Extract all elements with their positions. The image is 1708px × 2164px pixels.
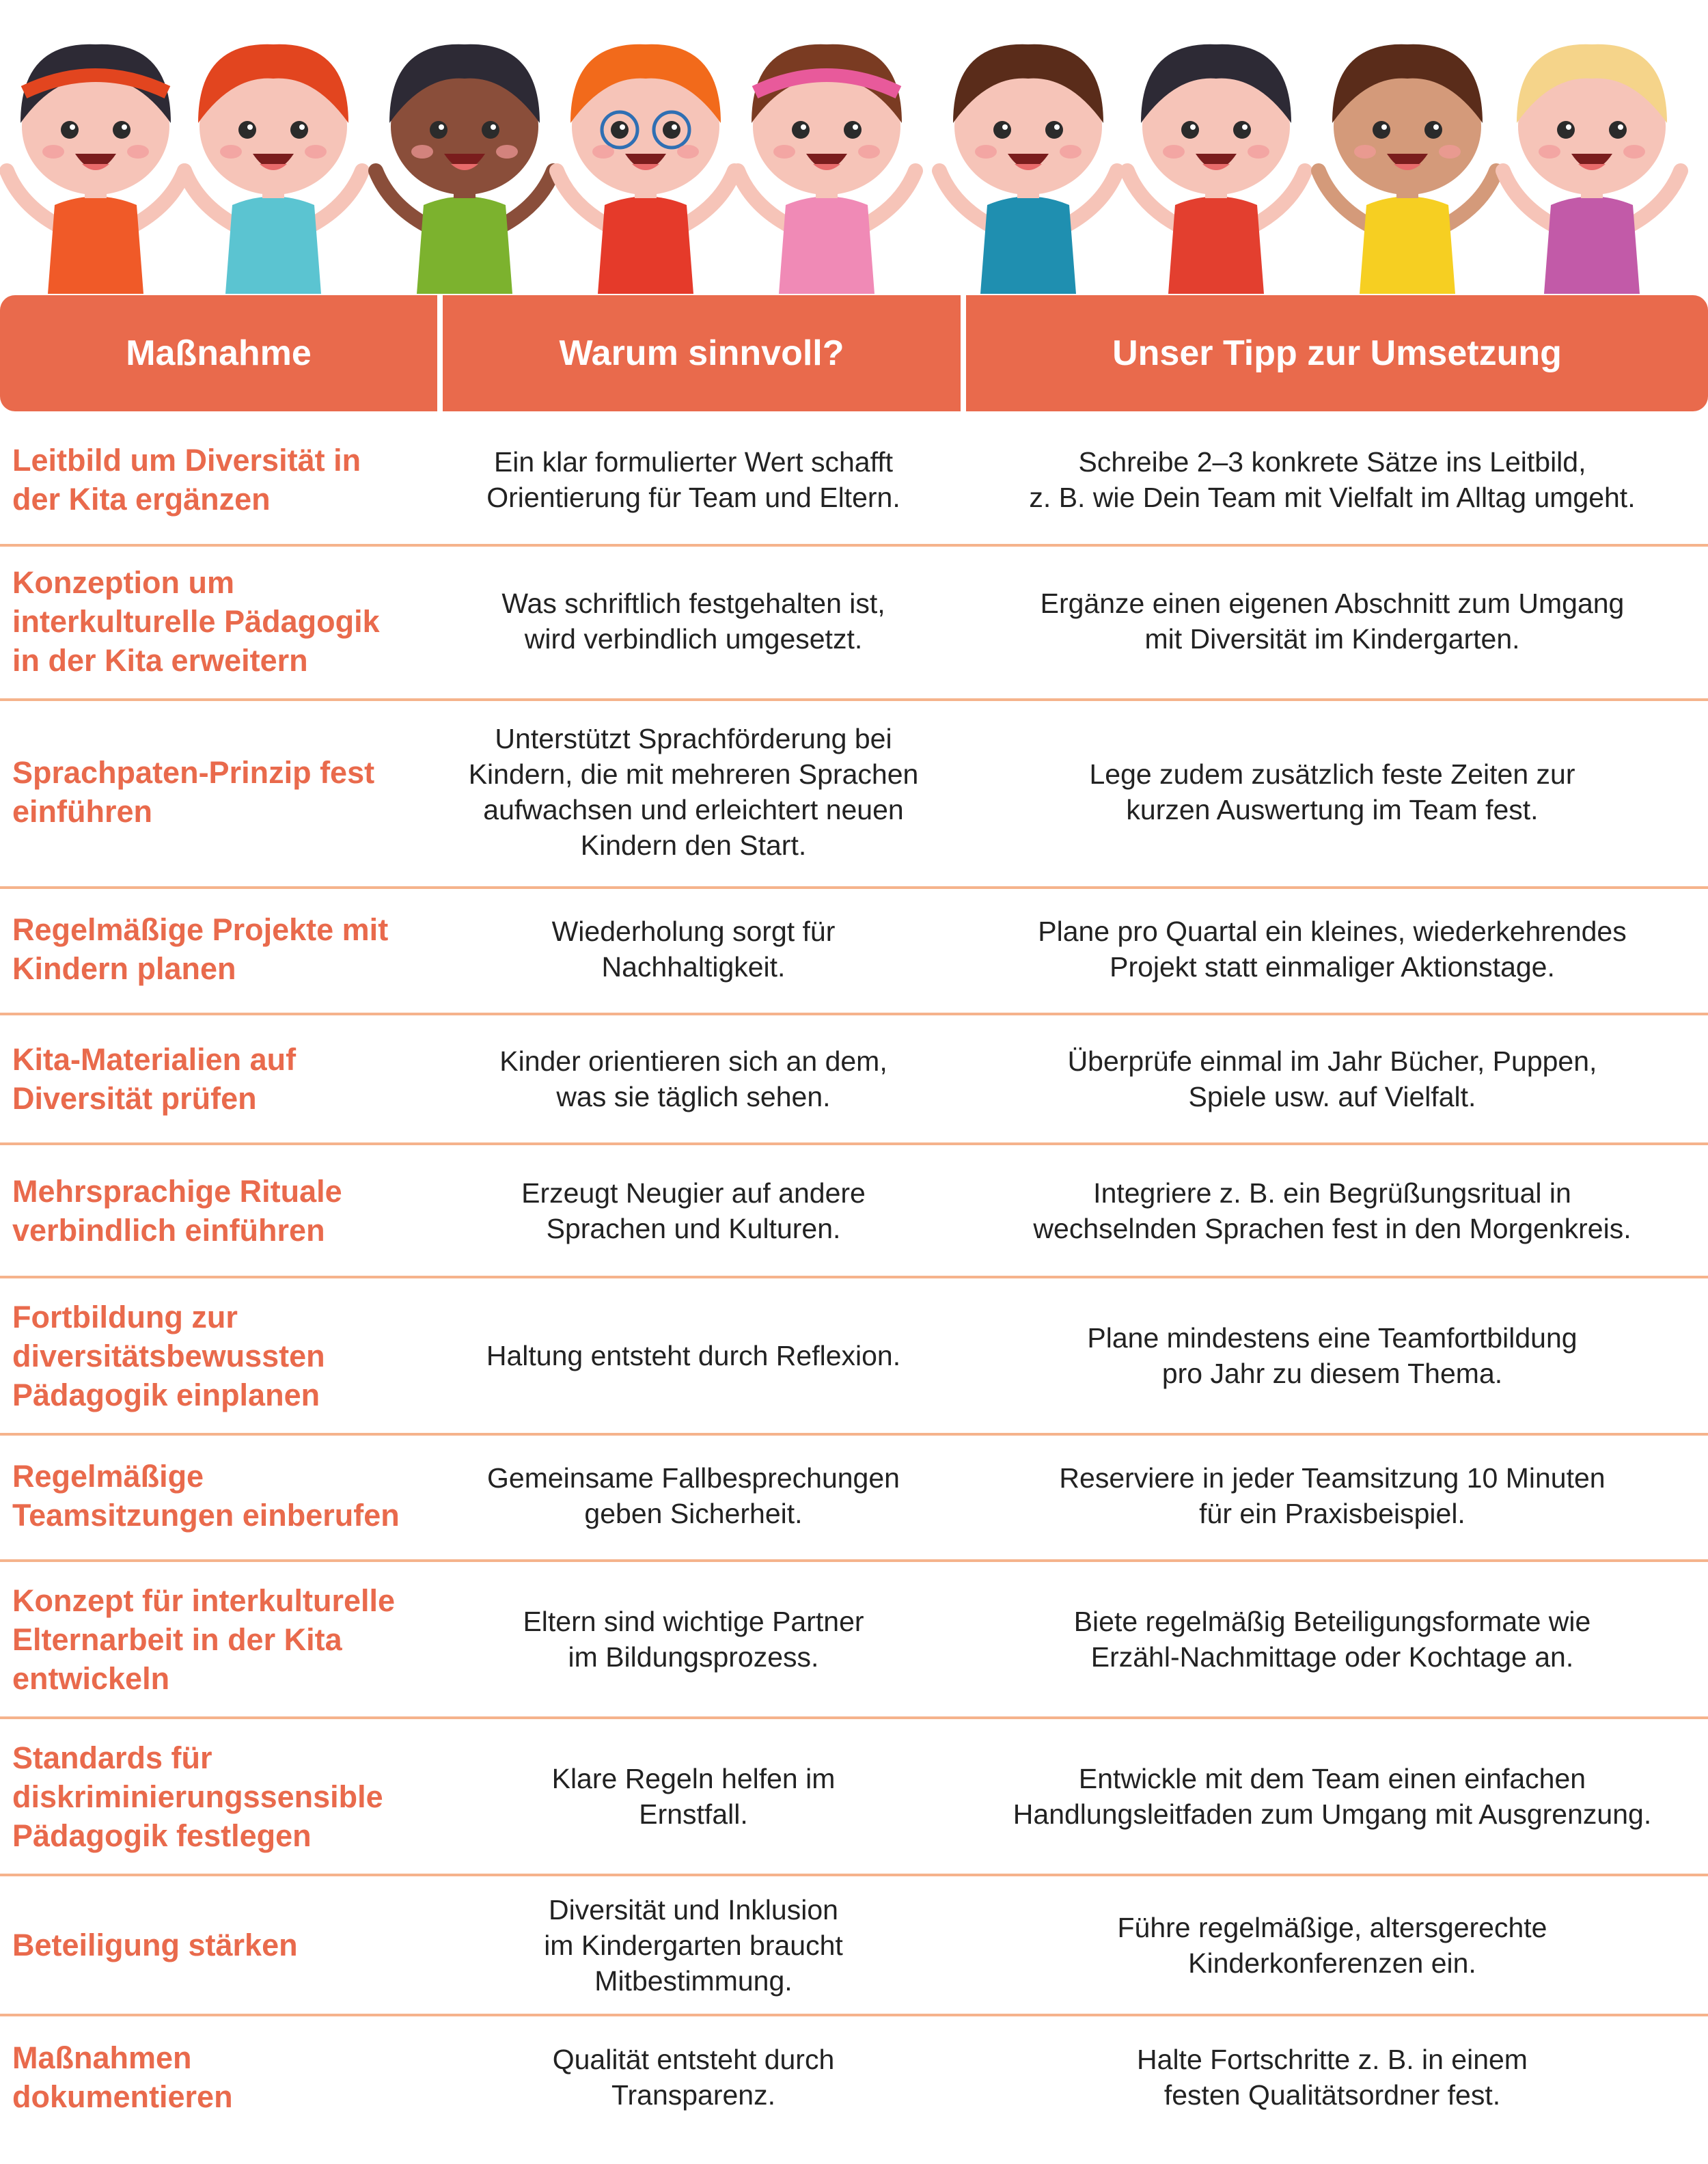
- child-eye-highlight: [1381, 124, 1387, 130]
- child-shirt: [1360, 197, 1455, 295]
- child-cheek: [42, 145, 64, 159]
- child-eye-highlight: [1566, 124, 1571, 130]
- child-eye-highlight: [672, 124, 677, 130]
- child-cheek: [975, 145, 997, 159]
- measure-cell-text: Mehrsprachige Rituale verbindlich einführen: [12, 1173, 342, 1248]
- child-cheek: [305, 145, 327, 159]
- why-cell: [444, 1722, 943, 1871]
- child-eye-highlight: [299, 124, 305, 130]
- measure-cell-text: Konzept für interkulturelle Elternarbeit in der Kita entwickeln: [12, 1583, 396, 1696]
- why-cell-text: Kinder orientieren sich an dem, was sie täglich sehen.: [499, 1045, 887, 1112]
- table-row: [0, 1281, 1708, 1430]
- child-eye: [290, 121, 308, 139]
- child-cheek: [1539, 145, 1560, 159]
- measure-cell-text: Standards für diskriminierungssensible Pädagogik festlegen: [12, 1740, 383, 1853]
- child-eye-highlight: [1002, 124, 1008, 130]
- row-divider: [0, 1276, 1708, 1278]
- why-cell: [444, 700, 943, 884]
- child-eye: [993, 121, 1011, 139]
- tip-cell: [967, 1281, 1698, 1430]
- measure-cell-text: Fortbildung zur diversitätsbewussten Pädagogik einplanen: [12, 1299, 325, 1412]
- tip-cell: [967, 1879, 1698, 2011]
- table-row: [0, 418, 1708, 541]
- tip-cell: [967, 2019, 1698, 2135]
- header-tipp: Unser Tipp zur Umsetzung: [966, 295, 1708, 411]
- child-cheek: [127, 145, 149, 159]
- tip-cell-text: Biete regelmäßig Beteiligungsformate wie Erzähl-Nachmittage oder Kochtage an.: [1073, 1606, 1591, 1673]
- table-header: [0, 295, 1708, 411]
- measure-cell: [12, 1435, 429, 1557]
- child-eye: [1609, 121, 1627, 139]
- tip-cell: [967, 700, 1698, 884]
- why-cell-text: Ein klar formulierter Wert schafft Orientierung für Team und Eltern.: [486, 446, 900, 513]
- child-eye-highlight: [1433, 124, 1439, 130]
- child-cheek: [1163, 145, 1185, 159]
- why-cell: [444, 888, 943, 1010]
- child-eye: [1045, 121, 1063, 139]
- child-eye: [482, 121, 499, 139]
- child-eye-highlight: [122, 124, 127, 130]
- measure-cell: [12, 418, 429, 541]
- measure-cell-text: Regelmäßige Teamsitzungen einberufen: [12, 1459, 400, 1533]
- why-cell: [444, 1281, 943, 1430]
- table-row: [0, 700, 1708, 884]
- measure-cell-text: Konzeption um interkulturelle Pädagogik in der Kita erweitern: [12, 564, 380, 678]
- why-cell-text: Wiederholung sorgt für Nachhaltigkeit.: [551, 916, 836, 983]
- child-cheek: [592, 145, 614, 159]
- children-illustration: [0, 0, 1708, 294]
- table-row: [0, 1018, 1708, 1140]
- child-cheek: [1439, 145, 1461, 159]
- tip-cell-text: Integriere z. B. ein Begrüßungsritual in wechselnden Sprachen fest in den Morgenkreis.: [1033, 1177, 1631, 1244]
- child-cheek: [411, 145, 433, 159]
- child-eye-highlight: [439, 124, 444, 130]
- why-cell: [444, 1018, 943, 1140]
- table-row: [0, 888, 1708, 1010]
- child-eye: [792, 121, 810, 139]
- measure-cell-text: Maßnahmen dokumentieren: [12, 2040, 233, 2114]
- measure-cell: [12, 1565, 429, 1714]
- child-eye-highlight: [1242, 124, 1248, 130]
- measure-cell-text: Leitbild um Diversität in der Kita ergänzen: [12, 443, 361, 517]
- child-eye: [1373, 121, 1390, 139]
- child-eye-highlight: [1618, 124, 1623, 130]
- tip-cell-text: Plane mindestens eine Teamfortbildung pro Jahr zu diesem Thema.: [1087, 1322, 1578, 1389]
- measure-cell: [12, 700, 429, 884]
- measure-cell: [12, 888, 429, 1010]
- why-cell-text: Klare Regeln helfen im Ernstfall.: [551, 1763, 836, 1830]
- child-cheek: [858, 145, 880, 159]
- child-eye: [61, 121, 79, 139]
- measure-cell: [12, 1722, 429, 1871]
- child-eye: [1233, 121, 1251, 139]
- child-shirt: [48, 197, 143, 295]
- child-shirt: [1168, 197, 1264, 295]
- child-cheek: [1248, 145, 1269, 159]
- why-cell-text: Gemeinsame Fallbesprechungen geben Sicherheit.: [487, 1462, 900, 1529]
- child-shirt: [225, 197, 321, 295]
- tip-cell: [967, 1722, 1698, 1871]
- child-eye: [238, 121, 256, 139]
- tip-cell: [967, 1435, 1698, 1557]
- tip-cell: [967, 1148, 1698, 1273]
- child-eye-highlight: [1190, 124, 1196, 130]
- table-row: [0, 1722, 1708, 1871]
- child-cheek: [1060, 145, 1082, 159]
- child-shirt: [598, 197, 693, 295]
- tip-cell-text: Lege zudem zusätzlich feste Zeiten zur kurzen Auswertung im Team fest.: [1089, 758, 1575, 825]
- child-shirt: [417, 197, 512, 295]
- child-shirt: [980, 197, 1076, 295]
- child-eye-highlight: [491, 124, 496, 130]
- child-shirt: [779, 197, 874, 295]
- tip-cell-text: Ergänze einen eigenen Abschnitt zum Umgang mit Diversität im Kindergarten.: [1040, 588, 1625, 655]
- child-cheek: [496, 145, 518, 159]
- tip-cell: [967, 1565, 1698, 1714]
- header-massnahme: Maßnahme: [0, 295, 437, 411]
- why-cell: [444, 1565, 943, 1714]
- tip-cell-text: Plane pro Quartal ein kleines, wiederkehrendes Projekt statt einmaliger Aktionstage.: [1038, 916, 1627, 983]
- why-cell-text: Was schriftlich festgehalten ist, wird verbindlich umgesetzt.: [501, 588, 885, 655]
- why-cell: [444, 418, 943, 541]
- child-cheek: [1354, 145, 1376, 159]
- tip-cell: [967, 418, 1698, 541]
- tip-cell-text: Überprüfe einmal im Jahr Bücher, Puppen, Spiele usw. auf Vielfalt.: [1067, 1045, 1597, 1112]
- child-eye: [663, 121, 680, 139]
- measure-cell: [12, 1281, 429, 1430]
- tip-cell: [967, 888, 1698, 1010]
- measure-cell: [12, 547, 429, 696]
- child-eye: [430, 121, 447, 139]
- child-eye: [113, 121, 130, 139]
- child-eye-highlight: [247, 124, 253, 130]
- row-divider: [0, 1013, 1708, 1015]
- measure-cell-text: Regelmäßige Projekte mit Kindern planen: [12, 912, 389, 986]
- tip-cell-text: Reserviere in jeder Teamsitzung 10 Minuten für ein Praxisbeispiel.: [1059, 1462, 1606, 1529]
- tip-cell: [967, 1018, 1698, 1140]
- why-cell: [444, 1879, 943, 2011]
- table-row: [0, 1565, 1708, 1714]
- why-cell: [444, 2019, 943, 2135]
- measure-cell-text: Kita-Materialien auf Diversität prüfen: [12, 1042, 297, 1116]
- child-eye-highlight: [801, 124, 806, 130]
- measure-cell: [12, 2019, 429, 2135]
- row-divider: [0, 1874, 1708, 1876]
- header-warum-sinnvoll: Warum sinnvoll?: [443, 295, 961, 411]
- tip-cell-text: Führe regelmäßige, altersgerechte Kinderkonferenzen ein.: [1117, 1911, 1547, 1979]
- child-eye-highlight: [620, 124, 625, 130]
- measure-cell: [12, 1148, 429, 1273]
- measure-cell: [12, 1879, 429, 2011]
- child-eye: [1181, 121, 1199, 139]
- row-divider: [0, 1716, 1708, 1719]
- why-cell-text: Haltung entsteht durch Reflexion.: [486, 1340, 901, 1371]
- why-cell-text: Erzeugt Neugier auf andere Sprachen und Kulturen.: [521, 1177, 866, 1244]
- tip-cell-text: Halte Fortschritte z. B. in einem festen Qualitätsordner fest.: [1137, 2044, 1528, 2111]
- measure-cell-text: Beteiligung stärken: [12, 1928, 298, 1962]
- child-cheek: [773, 145, 795, 159]
- child-shirt: [1544, 197, 1640, 295]
- child-eye: [1424, 121, 1442, 139]
- why-cell-text: Diversität und Inklusion im Kindergarten braucht Mitbestimmung.: [544, 1893, 843, 1997]
- table-row: [0, 1435, 1708, 1557]
- table-row: [0, 1879, 1708, 2011]
- row-divider: [0, 1142, 1708, 1145]
- child-cheek: [677, 145, 699, 159]
- tip-cell-text: Schreibe 2–3 konkrete Sätze ins Leitbild, z. B. wie Dein Team mit Vielfalt im Alltag umgeht.: [1029, 446, 1636, 513]
- row-divider: [0, 2014, 1708, 2016]
- child-eye-highlight: [70, 124, 75, 130]
- table-row: [0, 1148, 1708, 1273]
- measure-cell-text: Sprachpaten-Prinzip fest einführen: [12, 755, 375, 829]
- why-cell: [444, 1435, 943, 1557]
- table-row: [0, 2019, 1708, 2135]
- child-eye: [1557, 121, 1575, 139]
- why-cell: [444, 547, 943, 696]
- tip-cell-text: Entwickle mit dem Team einen einfachen Handlungsleitfaden zum Umgang mit Ausgrenzung.: [1013, 1763, 1652, 1830]
- child-eye: [611, 121, 629, 139]
- child-eye: [844, 121, 862, 139]
- row-divider: [0, 1559, 1708, 1562]
- child-eye-highlight: [1054, 124, 1060, 130]
- why-cell-text: Qualität entsteht durch Transparenz.: [552, 2044, 835, 2111]
- why-cell: [444, 1148, 943, 1273]
- tip-cell: [967, 547, 1698, 696]
- child-cheek: [220, 145, 242, 159]
- measure-cell: [12, 1018, 429, 1140]
- table-row: [0, 547, 1708, 696]
- child-cheek: [1623, 145, 1645, 159]
- why-cell-text: Eltern sind wichtige Partner im Bildungsprozess.: [523, 1606, 864, 1673]
- child-eye-highlight: [853, 124, 858, 130]
- why-cell-text: Unterstützt Sprachförderung bei Kindern, die mit mehreren Sprachen aufwachsen und erleichtert neuen Kindern den Start.: [468, 723, 919, 861]
